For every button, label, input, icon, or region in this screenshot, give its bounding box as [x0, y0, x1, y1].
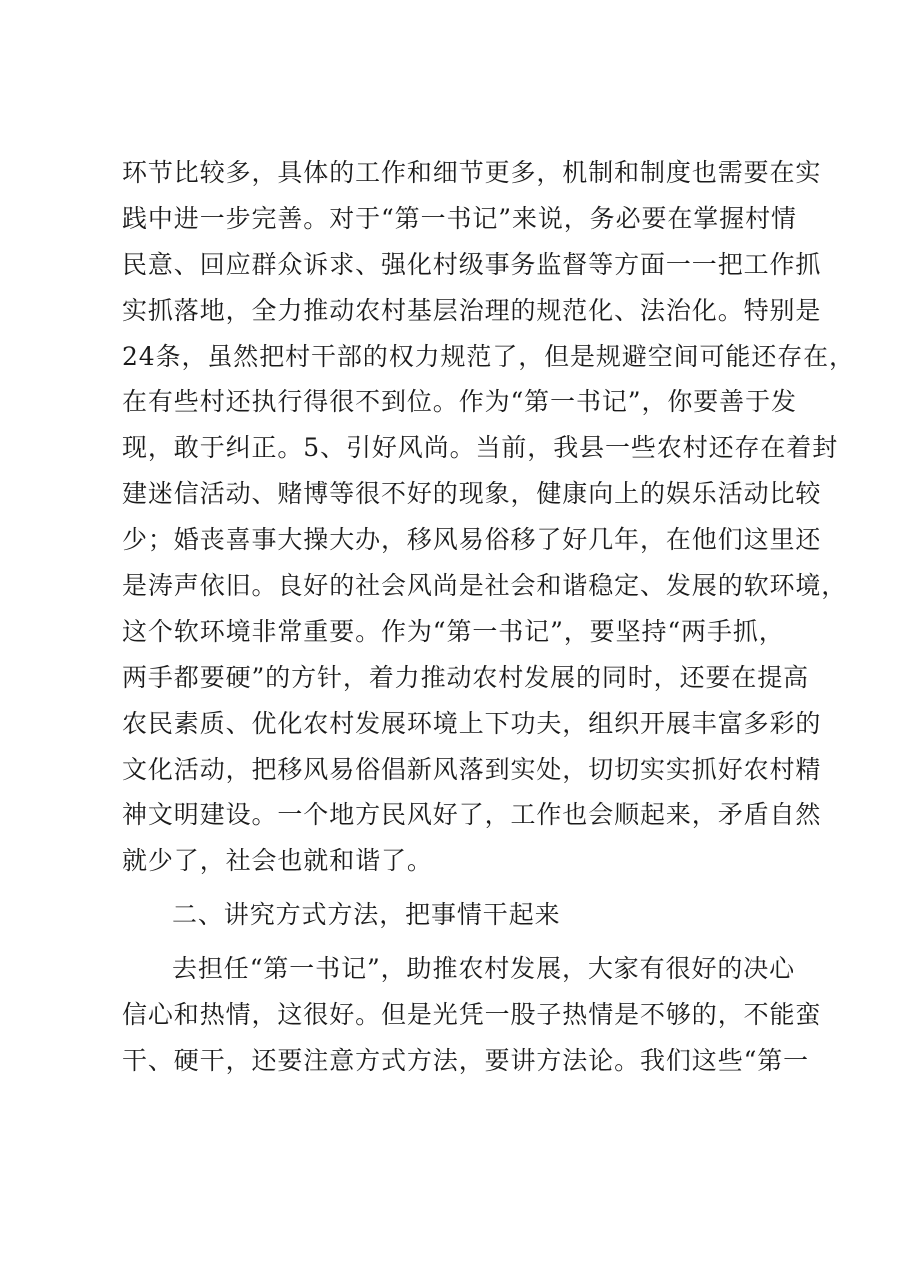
body-line: 在有些村还执行得很不到位。作为“第一书记”，你要善于发 — [122, 387, 797, 417]
body-line: 建迷信活动、赌博等很不好的现象，健康向上的娱乐活动比较 — [122, 479, 822, 509]
document-body — [122, 150, 855, 1084]
body-line: 环节比较多，具体的工作和细节更多，机制和制度也需要在实 — [122, 158, 822, 187]
body-line: 24条，虽然把村干部的权力规范了，但是规避空间可能还存在， — [122, 341, 855, 371]
body-line: 实抓落地，全力推动农村基层治理的规范化、法治化。特别是 — [122, 295, 822, 325]
body-line: 践中进一步完善。对于“第一书记”来说，务必要在掌握村情 — [122, 203, 797, 233]
body-line: 信心和热情，这很好。但是光凭一股子热情是不够的，不能蛮 — [122, 1000, 822, 1030]
body-line: 现，敢于纠正。5、引好风尚。当前，我县一些农村还存在着封 — [122, 433, 839, 463]
body-line: 这个软环境非常重要。作为“第一书记”，要坚持“两手抓， — [122, 616, 785, 646]
section-heading: 二、讲究方式方法，把事情干起来 — [172, 900, 561, 930]
body-line: 就少了，社会也就和谐了。 — [122, 846, 433, 876]
body-line: 是涛声依旧。良好的社会风尚是社会和谐稳定、发展的软环境， — [122, 571, 848, 601]
body-line: 农民素质、优化农村发展环境上下功夫，组织开展丰富多彩的 — [122, 708, 822, 738]
paragraph-gap — [122, 938, 802, 946]
body-line: 少；婚丧喜事大操大办，移风易俗移了好几年，在他们这里还 — [122, 525, 822, 555]
body-line: 神文明建设。一个地方民风好了，工作也会顺起来，矛盾自然 — [122, 800, 822, 830]
body-line: 民意、回应群众诉求、强化村级事务监督等方面一一把工作抓 — [122, 249, 822, 279]
paragraph-gap — [122, 884, 802, 892]
body-line: 去担任“第一书记”，助推农村发展，大家有很好的决心 — [172, 954, 796, 984]
body-line: 干、硬干，还要注意方式方法，要讲方法论。我们这些“第一 — [122, 1045, 810, 1075]
body-line: 文化活动，把移风易俗倡新风落到实处，切切实实抓好农村精 — [122, 754, 822, 784]
body-line: 两手都要硬”的方针，着力推动农村发展的同时，还要在提高 — [122, 662, 810, 692]
